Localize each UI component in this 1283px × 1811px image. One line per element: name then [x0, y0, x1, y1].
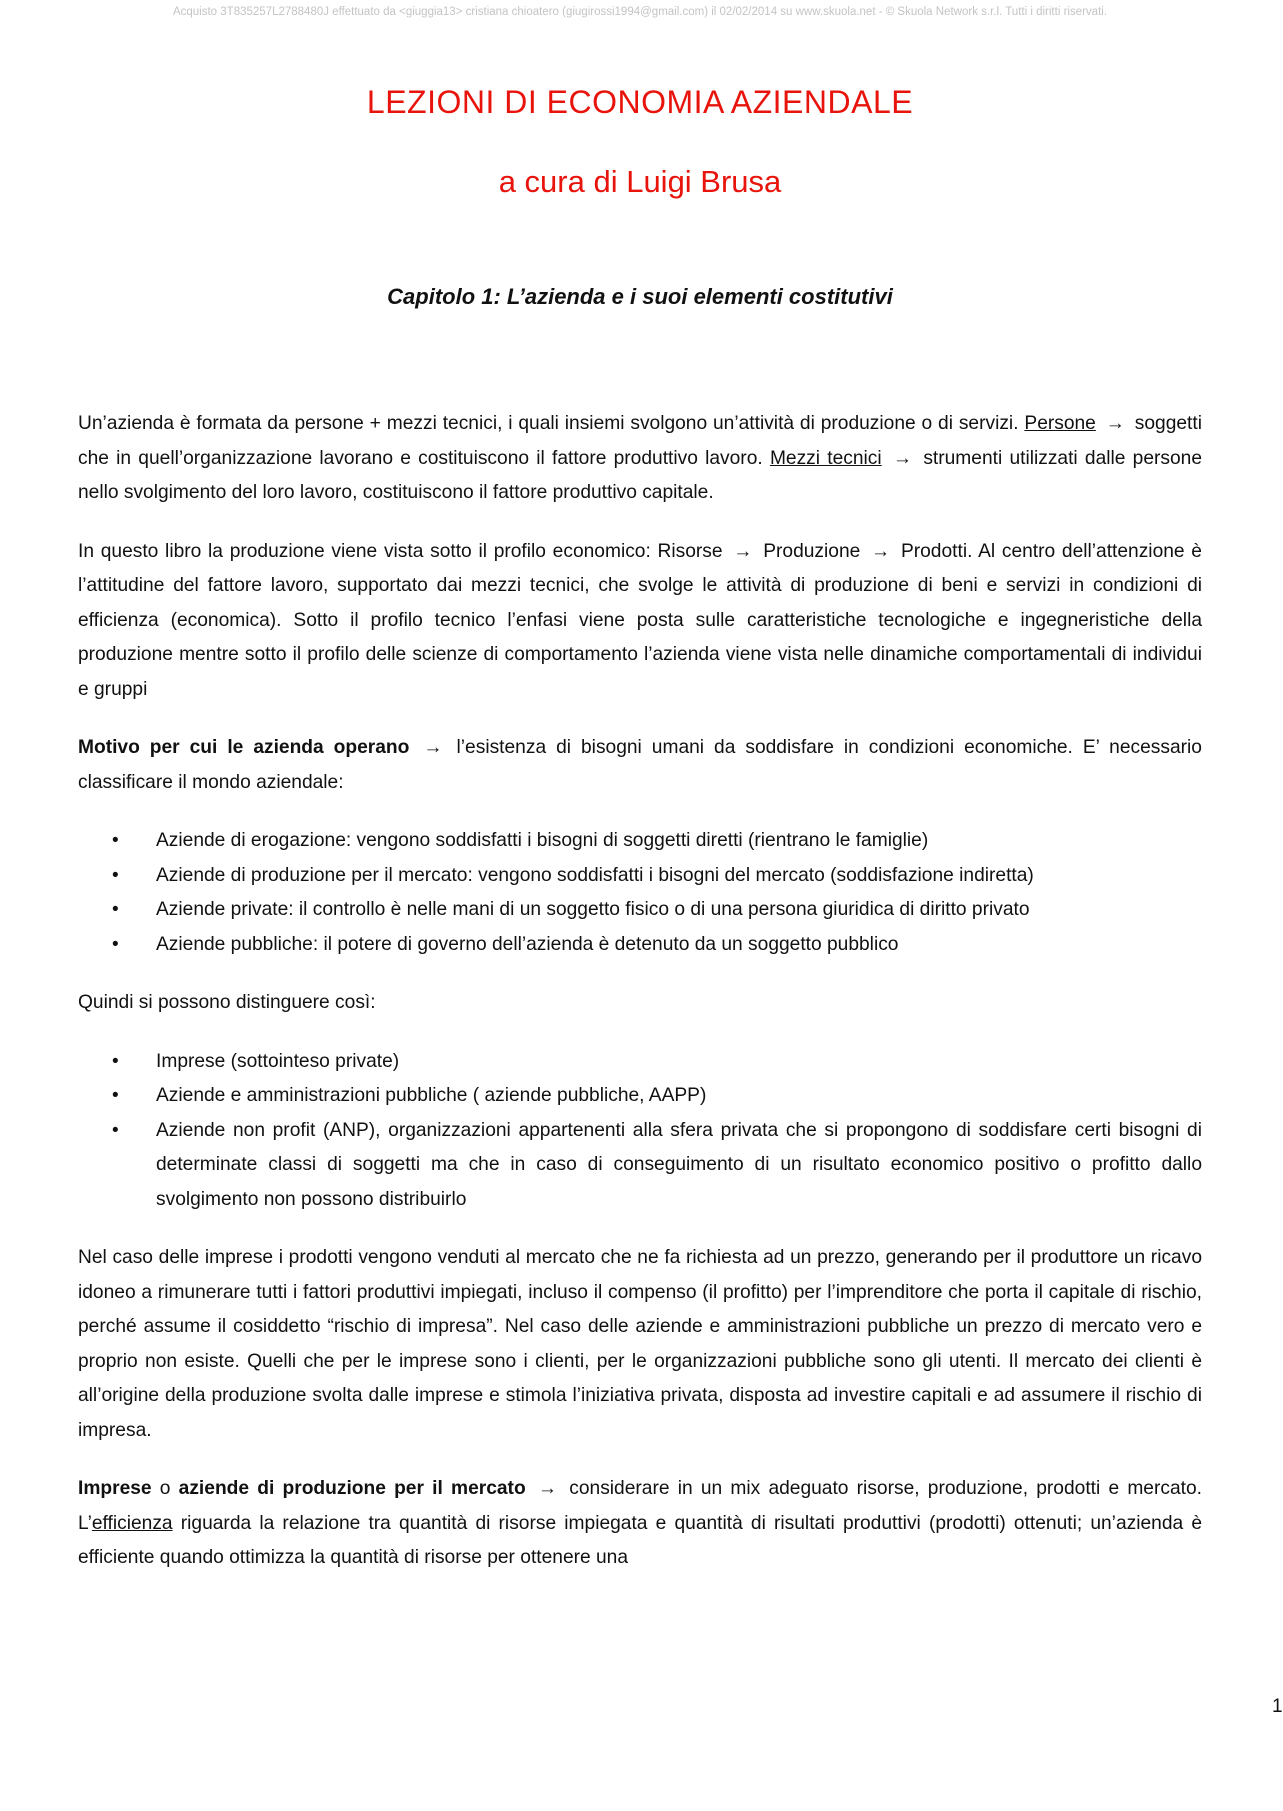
- paragraph-imprese-mercato: Nel caso delle imprese i prodotti vengono venduti al mercato che ne fa richiesta ad un prezzo, generando per il produttore un ricavo idoneo a rimunerare tutti i fattori produttivi impiegati, incluso il compenso (il profitto) per l’imprenditore che porta il capitale di rischio, perché assume il cosiddetto “rischio di impresa”. Nel caso delle aziende e amministrazioni pubbliche un prezzo di mercato vero e proprio non esiste. Quelli che per le imprese sono i clienti, per le organizzazioni pubbliche sono gli utenti. Il mercato dei clienti è all’origine della produzione svolta dalle imprese e stimola l’iniziativa privata, disposta ad investire capitali e ad assumere il rischio di impresa.: [78, 1247, 1202, 1441]
- paragraph-profili: [78, 535, 1202, 708]
- term-mezzi-tecnici: Mezzi tecnici: [769, 447, 882, 469]
- connector-o: o: [159, 1478, 171, 1499]
- mezzi-definition: strumenti utilizzati dalle persone nello svolgimento del loro lavoro, costituiscono il fattore produttivo capitale.: [78, 447, 1203, 503]
- paragraph-distinguere: Quindi si possono distinguere così:: [78, 992, 376, 1013]
- motivo-bold: Motivo per cui le azienda operano: [78, 737, 410, 758]
- paragraph-intro: [78, 407, 1202, 511]
- motivo-text: l’esistenza di bisogni umani da soddisfare in condizioni economiche. E’ necessario classificare il mondo aziendale:: [78, 737, 1202, 793]
- efficienza-text-b: riguarda la relazione tra quantità di risorse impiegata e quantità di risultati produttivi (prodotti) ottenuti; un’azienda è efficiente quando ottimizza la quantità di risorse per ottenere una: [78, 1512, 1202, 1568]
- arrow-icon: →: [892, 447, 913, 469]
- efficienza-text-a: considerare in un mix adeguato risorse, produzione, prodotti e mercato. L’: [78, 1478, 1202, 1534]
- page-title: LEZIONI DI ECONOMIA AZIENDALE: [366, 84, 914, 120]
- term-persone: Persone: [1024, 413, 1096, 434]
- profili-text-c: Prodotti. Al centro dell’attenzione è l’attitudine del fattore lavoro, supportato dai mezzi tecnici, che svolge le attività di produzione di beni e servizi in condizioni di efficienza (economica). Sotto il profilo tecnico l’enfasi viene posta sulle caratteristiche tecnologiche e ingegneristiche della produzione mentre sotto il profilo delle scienze di comportamento l’azienda viene vista nelle dinamiche comportamentali di individui e gruppi: [78, 540, 1202, 700]
- profili-text-b: Produzione: [763, 540, 861, 562]
- page-number: 1: [1272, 1696, 1283, 1717]
- imprese-bold: Imprese: [78, 1478, 152, 1499]
- list-item: • Aziende private: il controllo è nelle mani di un soggetto fisico o di una persona giuridica di diritto privato: [78, 893, 1202, 928]
- list-item: • Imprese (sottointeso private): [78, 1045, 1202, 1080]
- document-body: [78, 407, 1202, 1600]
- arrow-icon: →: [537, 1478, 558, 1499]
- list-item: • Aziende e amministrazioni pubbliche ( aziende pubbliche, AAPP): [78, 1079, 1202, 1114]
- list-item: • Aziende di produzione per il mercato: vengono soddisfatti i bisogni del mercato (soddisfazione indiretta): [78, 859, 1202, 894]
- term-efficienza: efficienza: [91, 1512, 173, 1534]
- list-item: • Aziende non profit (ANP), organizzazioni appartenenti alla sfera privata che si propongono di soddisfare certi bisogni di determinate classi di soggetti ma che in caso di conseguimento di un risultato economico positivo o profitto dallo svolgimento non possono distribuirlo: [78, 1114, 1202, 1218]
- arrow-icon: →: [423, 737, 443, 758]
- list-item: • Aziende pubbliche: il potere di governo dell’azienda è detenuto da un soggetto pubblico: [78, 928, 1202, 963]
- watermark: Acquisto 3T835257L2788480J effettuato da <giuggia13> cristiana chioatero (giugirossi1994@gmail.com) il 02/02/2014 su www.skuola.net - © Skuola Network s.r.l. Tutti i diritti riservati.: [172, 6, 1108, 18]
- aziende-produzione-bold: aziende di produzione per il mercato: [178, 1478, 526, 1499]
- persone-definition: soggetti che in quell’organizzazione lavorano e costituiscono il fattore produttivo lavoro.: [78, 413, 1202, 469]
- arrow-icon: →: [1105, 413, 1125, 434]
- list-item: • Aziende di erogazione: vengono soddisfatti i bisogni di soggetti diretti (rientrano le famiglie): [78, 824, 1202, 859]
- arrow-icon: →: [871, 540, 891, 562]
- paragraph-efficienza: [78, 1472, 1202, 1576]
- chapter-heading: Capitolo 1: L’azienda e i suoi elementi costitutivi: [387, 284, 893, 309]
- arrow-icon: →: [733, 540, 753, 562]
- paragraph-motivo: [78, 731, 1202, 800]
- page-subtitle: a cura di Luigi Brusa: [498, 164, 782, 199]
- list-distinzioni: [78, 1045, 1202, 1218]
- profili-text-a: In questo libro la produzione viene vista sotto il profilo economico: Risorse: [78, 540, 723, 562]
- list-tipi-aziende: [78, 824, 1202, 962]
- intro-sentence: Un’azienda è formata da persone + mezzi tecnici, i quali insiemi svolgono un’attività di produzione o di servizi.: [78, 413, 1019, 434]
